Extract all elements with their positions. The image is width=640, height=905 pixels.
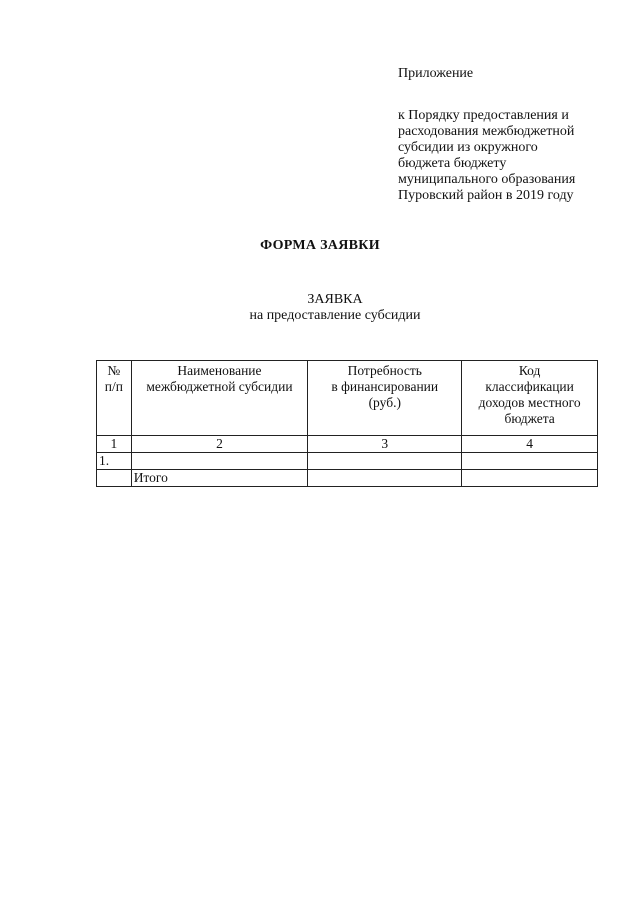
document-title-block: [0, 292, 640, 324]
table-cell: [462, 453, 598, 470]
appendix-line: расходования межбюджетной: [398, 124, 575, 139]
table-cell: 3: [308, 436, 462, 453]
header-text: в финансировании: [331, 379, 439, 394]
appendix-line: муниципального образования: [398, 172, 576, 187]
header-text: (руб.): [368, 395, 401, 410]
document-subtitle: на предоставление субсидии: [249, 308, 421, 323]
header-text: классификации: [485, 379, 574, 394]
appendix-block: [398, 66, 608, 204]
header-text: п/п: [104, 379, 123, 394]
table-cell: [462, 470, 598, 487]
table-cell: [131, 453, 308, 470]
table-row: [97, 453, 598, 470]
header-cell-name: [131, 361, 308, 436]
header-text: Потребность: [347, 363, 422, 378]
table-cell: [308, 470, 462, 487]
document-title: ЗАЯВКА: [307, 292, 363, 307]
header-text: Наименование: [177, 363, 262, 378]
table-cell: 2: [131, 436, 308, 453]
request-table: [96, 360, 598, 487]
appendix-line: Пуровский район в 2019 году: [398, 188, 574, 203]
appendix-line: к Порядку предоставления и: [398, 108, 569, 123]
table-cell: 4: [462, 436, 598, 453]
header-cell-code: [462, 361, 598, 436]
appendix-line: субсидии из окружного: [398, 140, 538, 155]
header-text: доходов местного: [478, 395, 581, 410]
table-cell: 1: [97, 436, 132, 453]
header-text: бюджета: [504, 411, 555, 426]
form-heading: ФОРМА ЗАЯВКИ: [260, 238, 380, 253]
header-text: Код: [518, 363, 541, 378]
table-total-row: [97, 470, 598, 487]
header-text: межбюджетной субсидии: [146, 379, 293, 394]
header-cell-need: [308, 361, 462, 436]
table-header-row: [97, 361, 598, 436]
header-text: №: [107, 363, 121, 378]
table-cell: [97, 470, 132, 487]
table-cell: [308, 453, 462, 470]
appendix-title: Приложение: [398, 66, 474, 81]
table-cell: 1.: [97, 453, 132, 470]
table-index-row: [97, 436, 598, 453]
total-label: Итого: [131, 470, 308, 487]
header-cell-number: [97, 361, 132, 436]
appendix-line: бюджета бюджету: [398, 156, 507, 171]
